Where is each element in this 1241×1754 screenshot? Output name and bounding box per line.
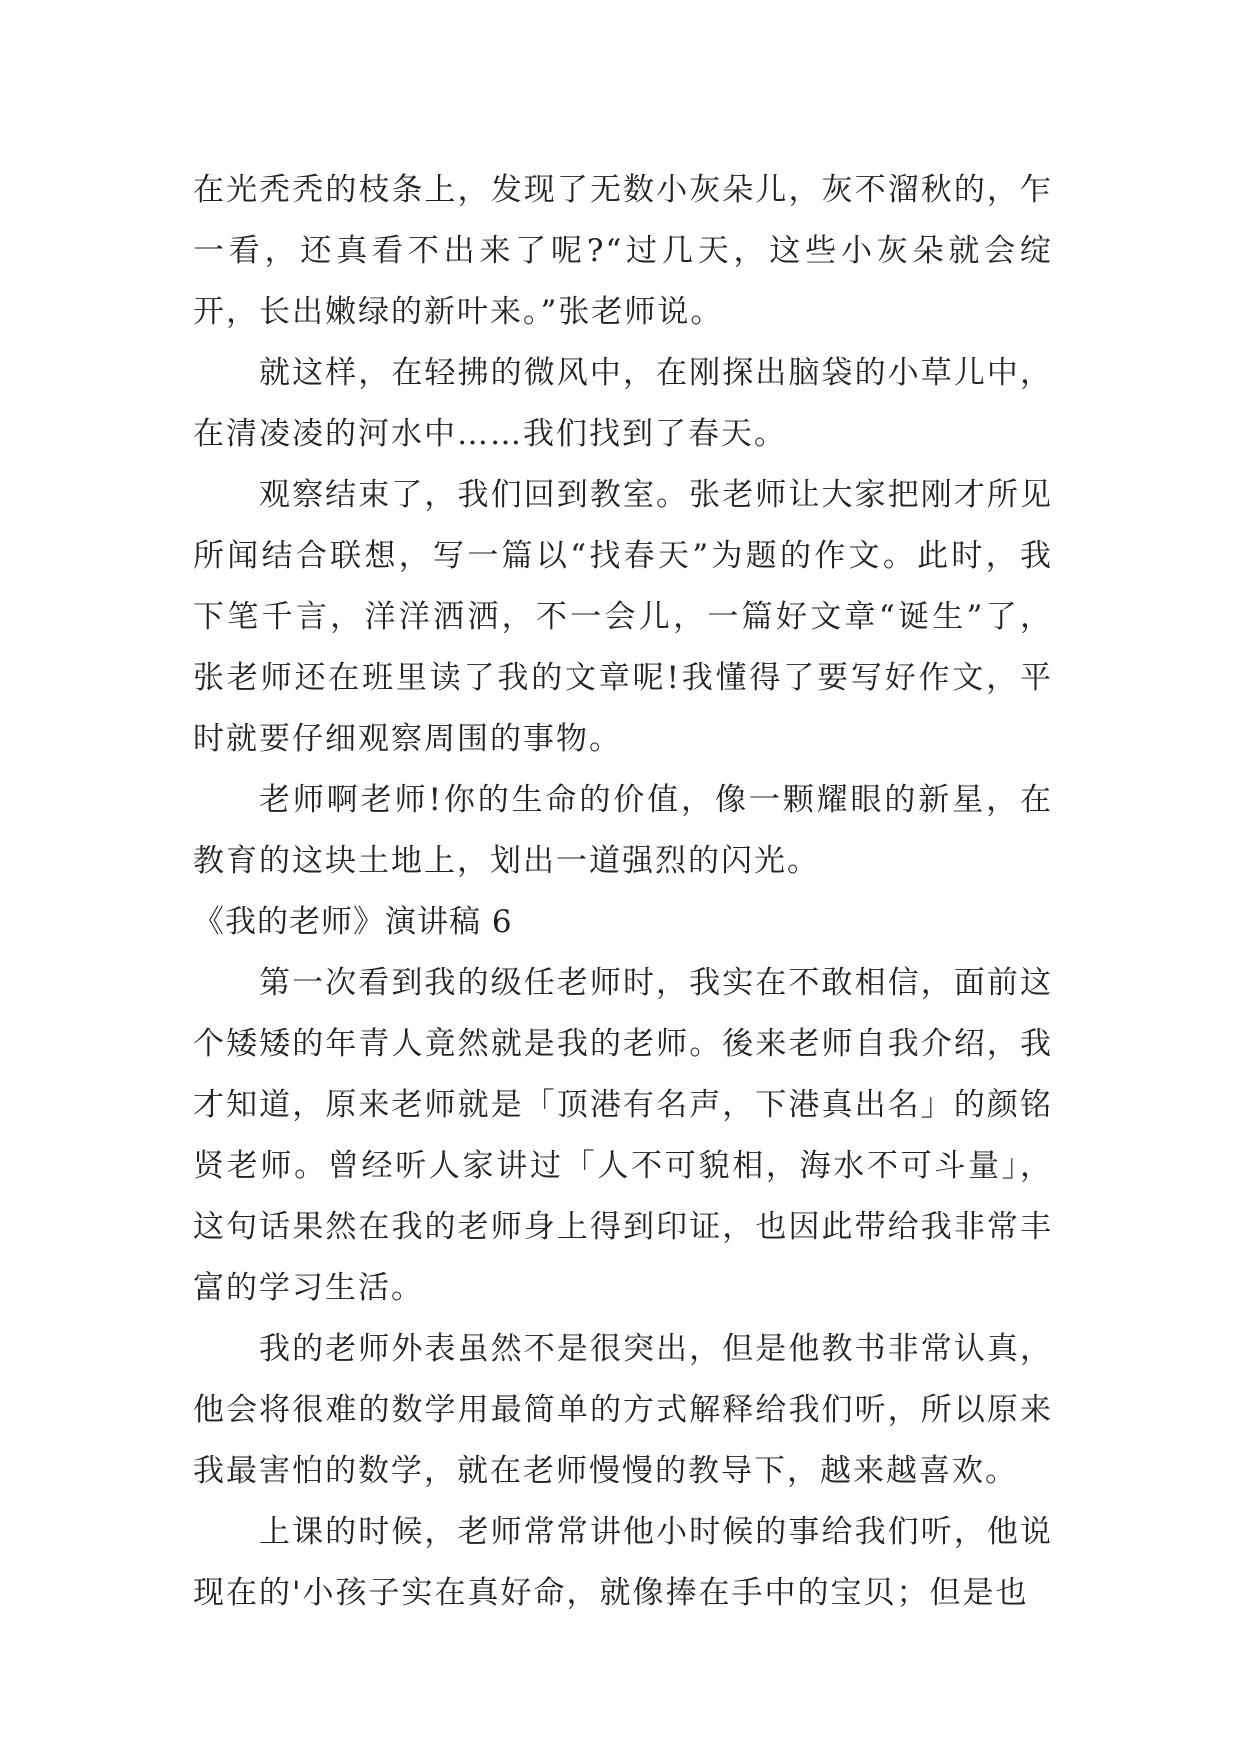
paragraph-5: 第一次看到我的级任老师时，我实在不敢相信，面前这个矮矮的年青人竟然就是我的老师。後来老师自我介绍，我才知道，原来老师就是「顶港有名声，下港真出名」的颜铭贤老师。曾经听人家讲过「人不可貌相，海水不可斗量」，这句话果然在我的老师身上得到印证，也因此带给我非常丰富的学习生活。 [193,965,1053,1306]
document-body [193,160,1053,1624]
paragraph-7: 上课的时候，老师常常讲他小时候的事给我们听，他说现在的'小孩子实在真好命，就像捧在手中的宝贝；但是也 [193,1514,1053,1611]
paragraph-1: 在光秃秃的枝条上，发现了无数小灰朵儿，灰不溜秋的，乍一看，还真看不出来了呢?“过几天，这些小灰朵就会绽开，长出嫩绿的新叶来。”张老师说。 [193,172,1053,330]
paragraph-3: 观察结束了，我们回到教室。张老师让大家把刚才所见所闻结合联想，写一篇以“找春天”为题的作文。此时，我下笔千言，洋洋洒洒，不一会儿，一篇好文章“诞生”了，张老师还在班里读了我的文章呢!我懂得了要写好作文，平时就要仔细观察周围的事物。 [193,477,1053,757]
paragraph-2: 就这样，在轻拂的微风中，在刚探出脑袋的小草儿中，在清凌凌的河水中……我们找到了春天。 [193,355,1053,452]
paragraph-6: 我的老师外表虽然不是很突出，但是他教书非常认真，他会将很难的数学用最简单的方式解释给我们听，所以原来我最害怕的数学，就在老师慢慢的教导下，越来越喜欢。 [193,1331,1053,1489]
section-heading: 《我的老师》演讲稿 6 [193,904,513,940]
paragraph-4: 老师啊老师!你的生命的价值，像一颗耀眼的新星，在教育的这块土地上，划出一道强烈的闪光。 [193,782,1053,879]
